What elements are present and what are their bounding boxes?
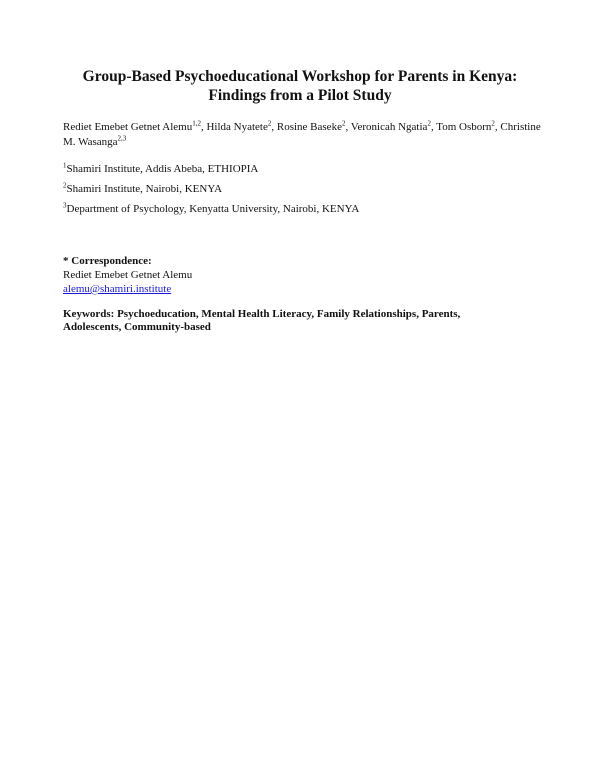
- author-name: Rosine Baseke: [276, 121, 342, 133]
- author-affiliation-marker: 2: [491, 119, 495, 128]
- author-separator: ,: [430, 121, 437, 133]
- author-name: Rediet Emebet Getnet Alemu: [63, 121, 193, 133]
- affiliation-text: Shamiri Institute, Nairobi, KENYA: [66, 183, 223, 195]
- author-separator: ,: [494, 121, 498, 133]
- correspondence-block: [63, 254, 192, 296]
- affiliation-3: [63, 202, 359, 216]
- author-name: Hilda Nyatete: [206, 121, 268, 133]
- author-separator: ,: [200, 121, 207, 133]
- author-affiliation-marker: 2: [267, 119, 272, 128]
- author-affiliation-marker: 2,3: [117, 134, 127, 143]
- correspondence-label: * Correspondence:: [63, 255, 152, 267]
- author-affiliation-marker: 2: [341, 119, 346, 128]
- affiliation-text: Department of Psychology, Kenyatta University, Nairobi, KENYA: [66, 203, 360, 215]
- author-name: Christine M. Wasanga: [63, 121, 541, 148]
- author-separator: ,: [345, 121, 351, 133]
- author-affiliation-marker: 1,2: [192, 119, 201, 128]
- author-separator: ,: [271, 121, 277, 133]
- affiliation-2: [63, 182, 222, 196]
- author-affiliation-marker: 2: [427, 119, 431, 128]
- title-line-2: Findings from a Pilot Study: [208, 87, 392, 104]
- author-list: [63, 120, 543, 150]
- correspondence-name: Rediet Emebet Getnet Alemu: [63, 269, 193, 281]
- affiliation-1: [63, 162, 258, 176]
- affiliation-number: 1: [63, 161, 67, 170]
- keywords: Keywords: Psychoeducation, Mental Health Literacy, Family Relationships, Parents, Adolescents, Community-based: [63, 308, 461, 333]
- title-line-1: Group-Based Psychoeducational Workshop for Parents in Kenya:: [82, 68, 518, 85]
- paper-title: [40, 67, 560, 105]
- affiliation-number: 3: [63, 201, 67, 210]
- author-name: Veronicah Ngatia: [350, 121, 428, 133]
- author-name: Tom Osborn: [436, 121, 492, 133]
- affiliation-number: 2: [63, 181, 67, 190]
- correspondence-email-link[interactable]: alemu@shamiri.institute: [63, 283, 172, 295]
- affiliation-text: Shamiri Institute, Addis Abeba, ETHIOPIA: [66, 163, 259, 175]
